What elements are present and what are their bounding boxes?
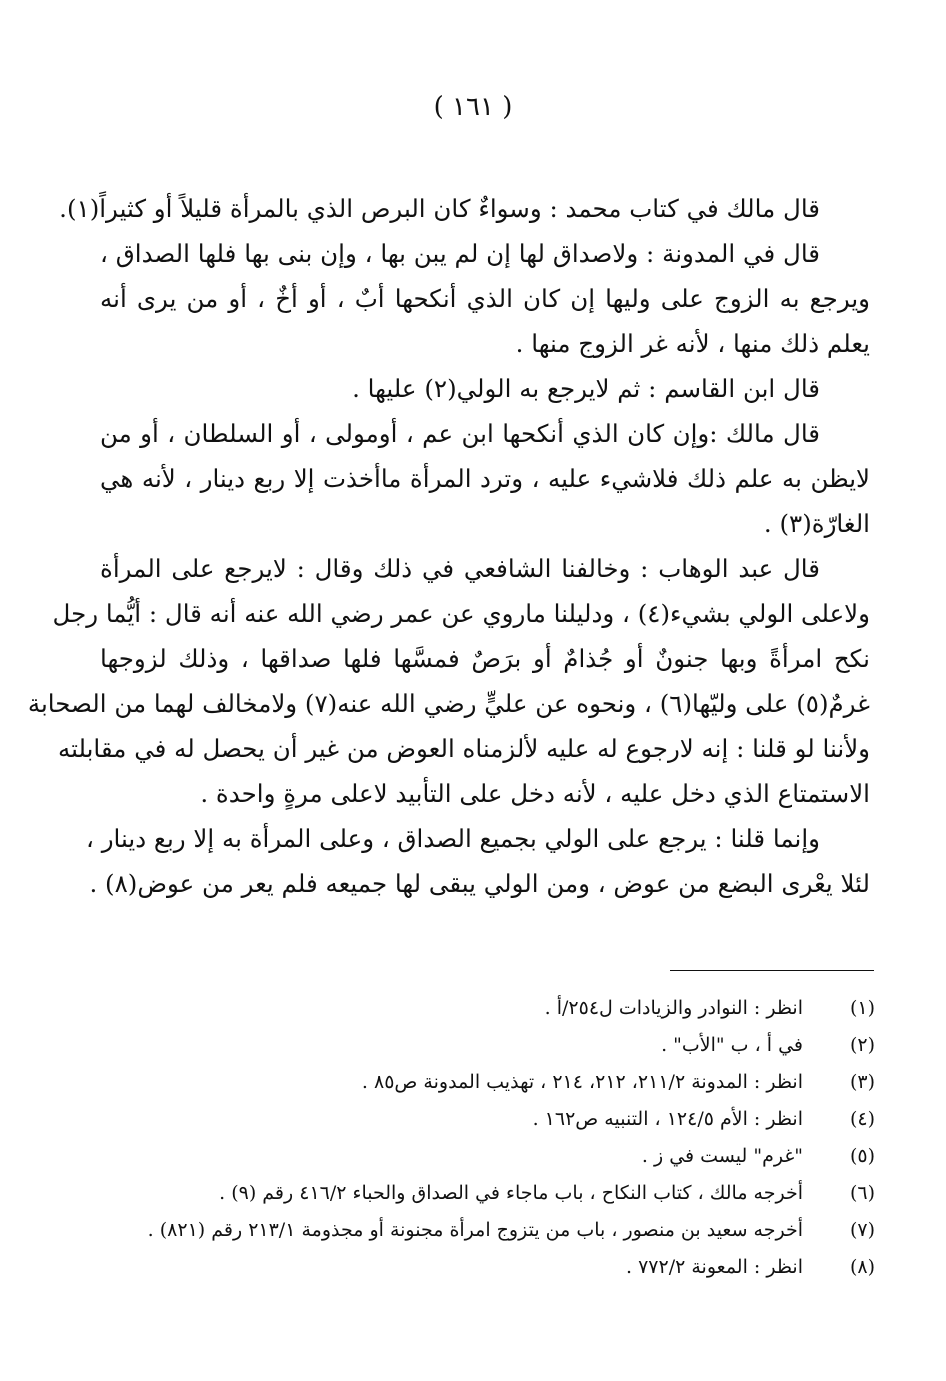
footnotes <box>147 990 875 1286</box>
footnote-number: (٣) <box>849 1071 875 1093</box>
footnote-item <box>160 1101 875 1138</box>
text-line: ولاعلى الولي بشيء(٤) ، ودليلنا ماروي عن عمر رضي الله عنه أنه قال : أيُّما رجل <box>52 599 870 628</box>
footnote-text: انظر : الأم ١٢٤/٥ ، التنبيه ص١٦٢ . <box>532 1108 803 1130</box>
text-line: يعلم ذلك منها ، لأنه غر الزوج منها . <box>515 329 870 358</box>
footnote-item <box>160 1138 875 1175</box>
footnote-item <box>160 1027 875 1064</box>
text-line: لايظن به علم ذلك فلاشيء عليه ، وترد المرأة ماأخذت إلا ربع دينار ، لأنه هي <box>100 464 870 493</box>
text-line: لئلا يعْرى البضع من عوض ، ومن الولي يبقى لها جميعه فلم يعر من عوض(٨) . <box>89 869 870 898</box>
footnote-number: (٨) <box>849 1256 875 1278</box>
footnote-item <box>147 1212 875 1249</box>
text-line: نكح امرأةً وبها جنونٌ أو جُذامٌ أو برَصٌ فمسَّها فلها صداقها ، وذلك لزوجها <box>100 644 870 673</box>
text-line: غرمٌ(٥) على وليّها(٦) ، ونحوه عن عليٍّ رضي الله عنه(٧) ولامخالف لهما من الصحابة <box>27 689 870 718</box>
text-line: الاستمتاع الذي دخل عليه ، لأنه دخل على التأبيد لاعلى مرةٍ واحدة . <box>200 779 870 808</box>
footnote-text: انظر : المدونة ٢١١/٢، ٢١٢، ٢١٤ ، تهذيب المدونة ص٨٥ . <box>361 1071 803 1093</box>
footnote-number: (٥) <box>849 1145 875 1167</box>
text-line: الغارّة(٣) . <box>763 509 870 538</box>
text-line: قال ابن القاسم : ثم لايرجع به الولي(٢) عليها . <box>352 374 820 403</box>
footnote-text: "غرم" ليست في ز . <box>641 1145 803 1167</box>
text-line: قال عبد الوهاب : وخالفنا الشافعي في ذلك وقال : لايرجع على المرأة <box>100 554 820 583</box>
footnote-number: (٧) <box>849 1219 875 1241</box>
footnote-item <box>160 1175 875 1212</box>
footnote-number: (٦) <box>849 1182 875 1204</box>
footnote-text: أخرجه سعيد بن منصور ، باب من يتزوج امرأة مجنونة أو مجذومة ٢١٣/١ رقم (٨٢١) . <box>147 1219 803 1241</box>
footnote-number: (٢) <box>849 1034 875 1056</box>
text-line: قال مالك في كتاب محمد : وسواءٌ كان البرص الذي بالمرأة قليلاً أو كثيراً(١). <box>59 194 820 223</box>
footnote-text: أخرجه مالك ، كتاب النكاح ، باب ماجاء في الصداق والحباء ٤١٦/٢ رقم (٩) . <box>219 1182 803 1204</box>
main-text <box>27 186 870 906</box>
footnote-item <box>160 1249 875 1286</box>
footnote-number: (٤) <box>849 1108 875 1130</box>
footnote-text: انظر : النوادر والزيادات ل٢٥٤/أ . <box>544 997 803 1019</box>
text-line: ويرجع به الزوج على وليها إن كان الذي أنكحها أبٌ ، أو أخٌ ، أو من يرى أنه <box>100 284 870 313</box>
page-number: ( ١٦١ ) <box>433 92 513 122</box>
footnote-separator <box>670 970 874 971</box>
footnote-text: في أ ، ب "الأب" . <box>661 1034 803 1056</box>
footnote-text: انظر : المعونة ٧٧٢/٢ . <box>626 1256 803 1278</box>
footnote-item <box>160 990 875 1027</box>
footnote-number: (١) <box>849 997 875 1019</box>
footnote-item <box>160 1064 875 1101</box>
text-line: ولأننا لو قلنا : إنه لارجوع له عليه لألزمناه العوض من غير أن يحصل له في مقابلته <box>57 734 870 763</box>
text-line: قال في المدونة : ولاصداق لها إن لم يبن بها ، وإن بنى بها فلها الصداق ، <box>100 239 820 268</box>
text-line: قال مالك :وإن كان الذي أنكحها ابن عم ، أومولى ، أو السلطان ، أو من <box>100 419 820 448</box>
text-line: وإنما قلنا : يرجع على الولي بجميع الصداق ، وعلى المرأة به إلا ربع دينار ، <box>86 824 820 853</box>
